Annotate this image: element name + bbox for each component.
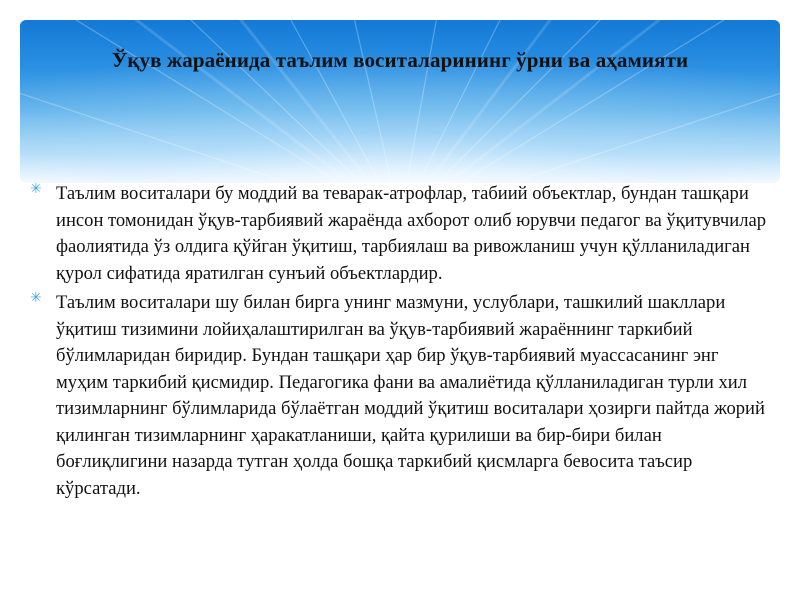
header-band <box>20 20 780 183</box>
asterisk-icon: ✳ <box>30 290 42 306</box>
asterisk-icon: ✳ <box>30 181 42 197</box>
header-rays-decoration <box>20 20 780 183</box>
bullet-item-1 <box>30 181 770 287</box>
bullet-list <box>30 181 770 505</box>
bullet-text-2: Таълим воситалари шу билан бирга унинг мазмуни, услублари, ташкилий шакллари ўқитиш тизимини лойиҳалаштирилган ва ўқув-тарбиявий жараённинг таркибий бўлимларидан биридир. Бундан ташқари ҳар бир ўқув-тарбиявий муассасанинг энг муҳим таркибий қисмидир. Педагогика фани ва амалиётида қўлланиладиган турли хил тизимларнинг бўлимларида бўлаётган моддий ўқитиш воситалари ҳозирги пайтда жорий қилинган тизимларнинг ҳаракатланиши, қайта қурилиши ва бир-бири билан боғлиқлигини назарда тутган ҳолда бошқа таркибий қисмларга бевосита таъсир кўрсатади. <box>56 292 765 499</box>
slide-title: Ўқув жараёнида таълим воситаларининг ўрни ва аҳамияти <box>111 48 689 72</box>
bullet-item-2 <box>30 290 770 502</box>
bullet-text-1: Таълим воситалари бу моддий ва теварак-атрофлар, табиий объектлар, бундан ташқари инсон томонидан ўқув-тарбиявий жараёнда ахборот олиб юрувчи педагог ва ўқитувчилар фаолиятида ўз олдига қўйган ўқитиш, тарбиялаш ва ривожланиш учун қўлланиладиган қурол сифатида яратилган сунъий объектлардир. <box>56 183 767 284</box>
